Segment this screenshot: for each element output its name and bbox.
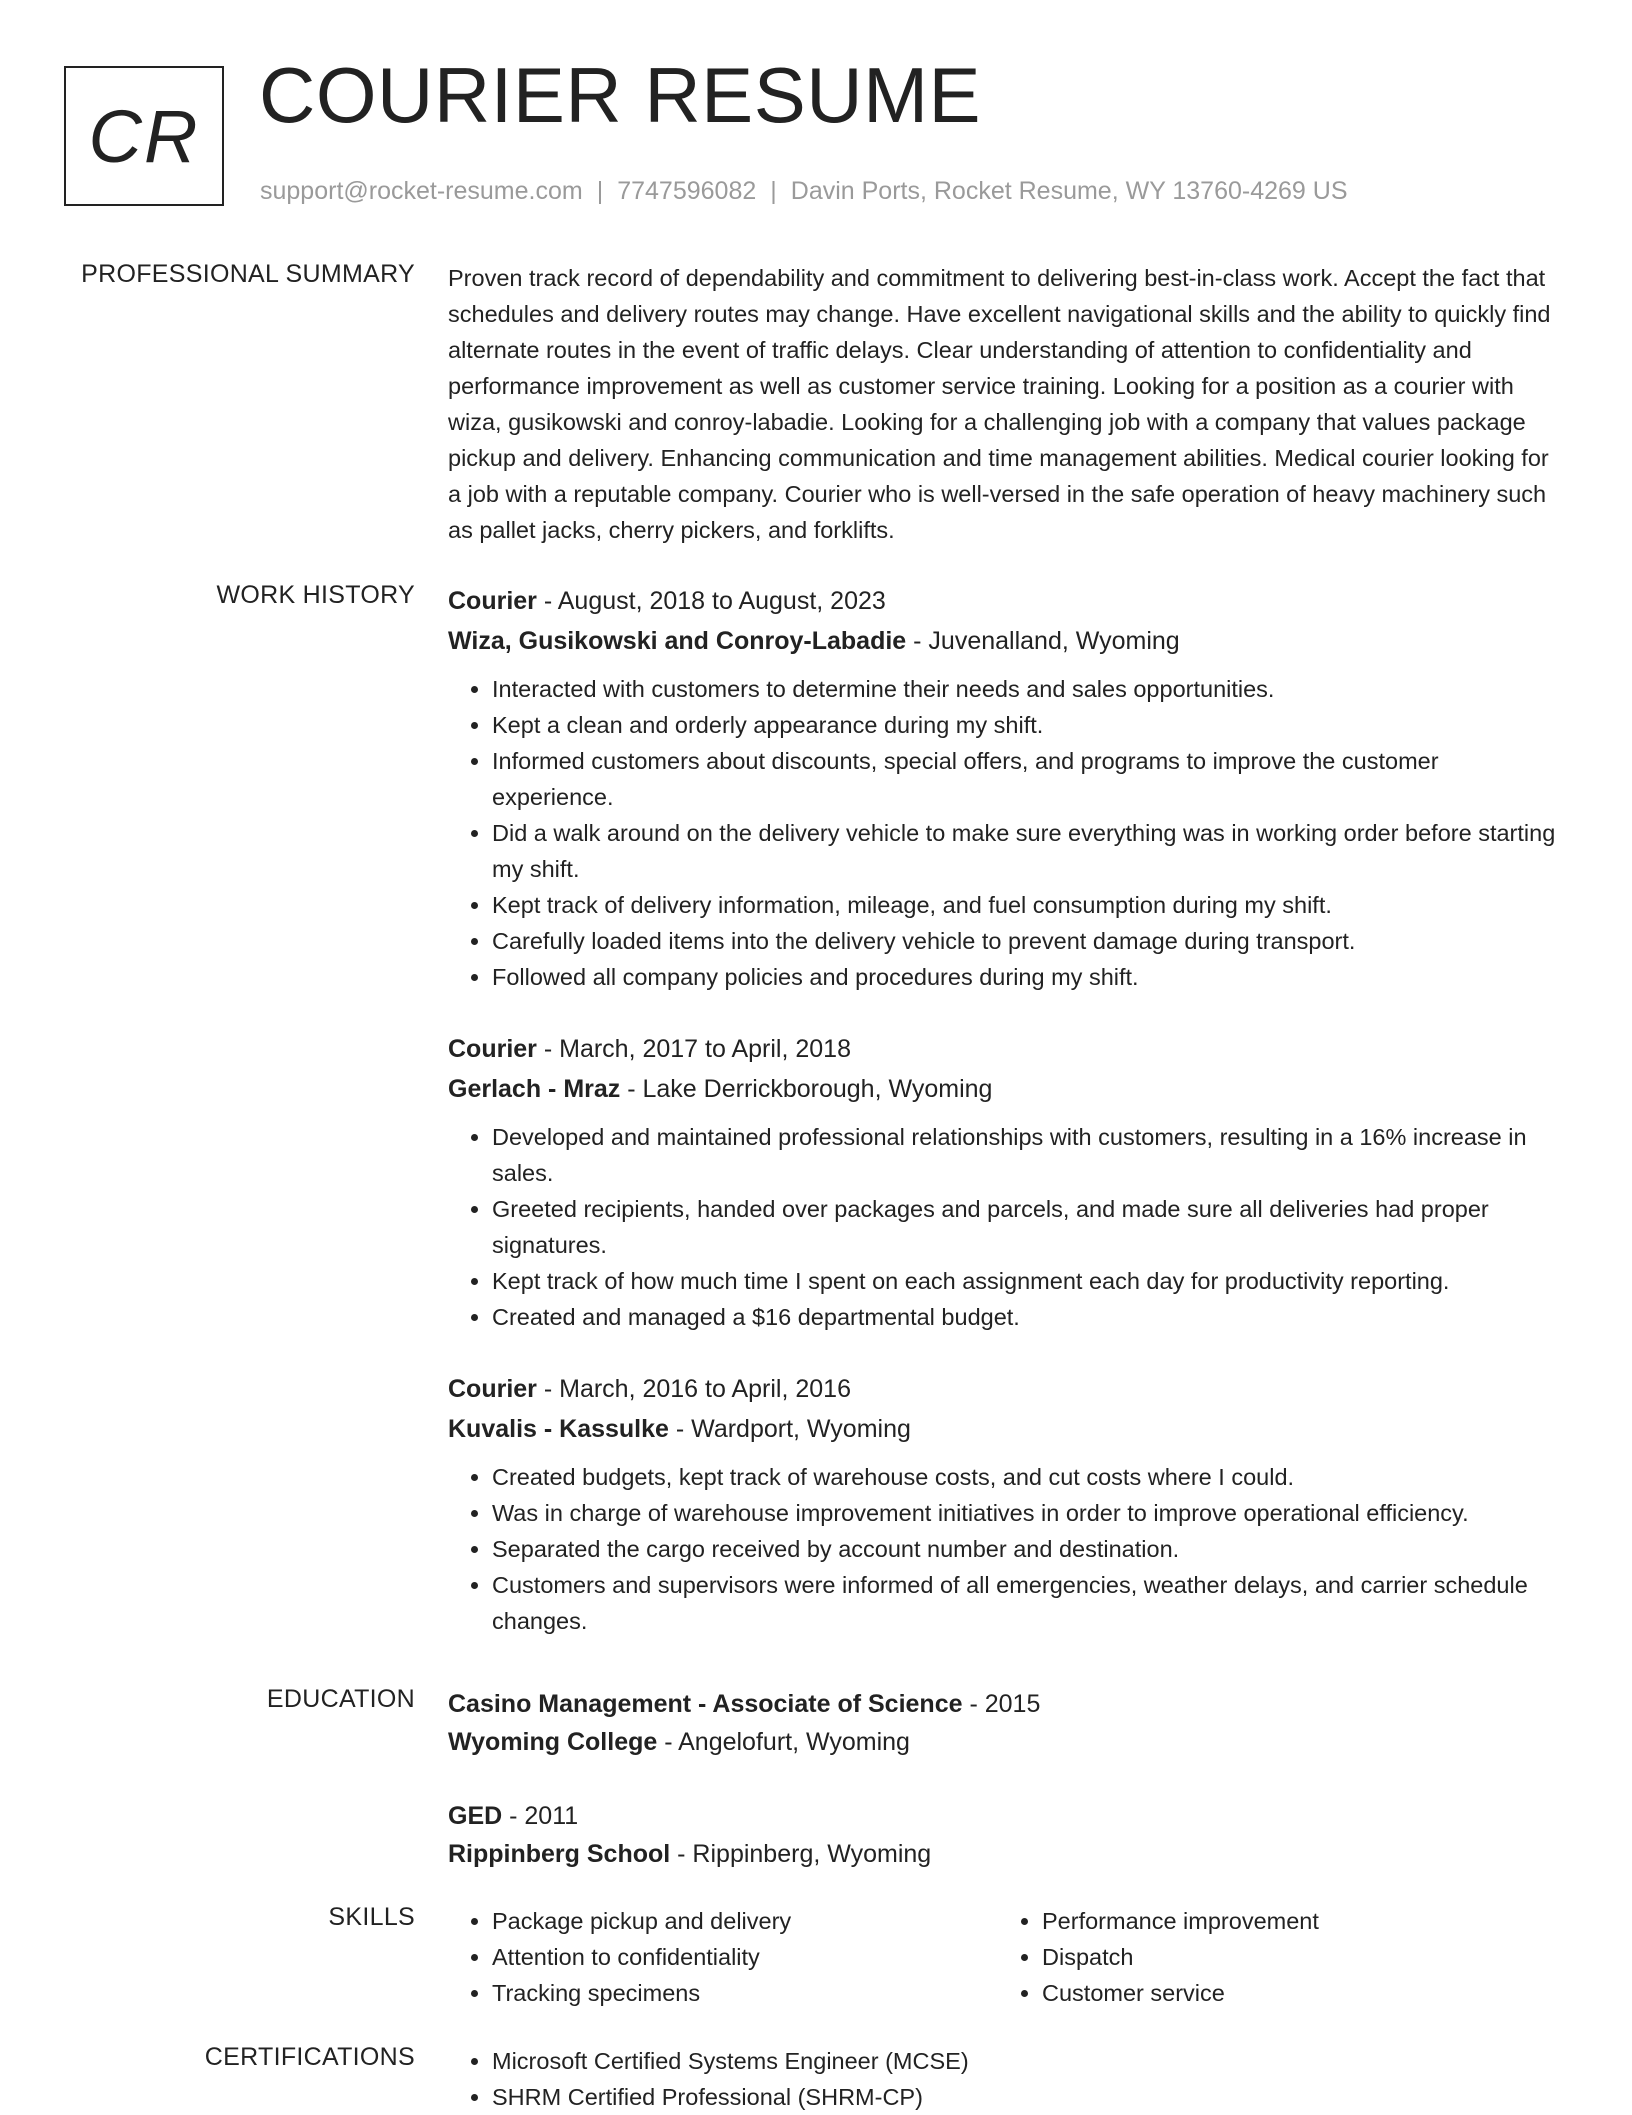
education-school: Wyoming College [448,1728,658,1756]
job-bullet: • Was in charge of warehouse improvement initiatives in order to improve operational efficiency. [492,1495,1564,1531]
job-title-line [448,581,1564,621]
education-school-line [448,1835,1564,1873]
job-bullets [448,1119,1564,1335]
job-dates: - March, 2017 to April, 2018 [536,1035,851,1063]
job-title-line [448,1029,1564,1069]
job-bullet: • Kept a clean and orderly appearance during my shift. [492,707,1564,743]
section-title: CERTIFICATIONS [204,2043,415,2071]
education-year: - 2011 [502,1802,579,1830]
summary-text: Proven track record of dependability and commitment to delivering best-in-class work. Accept the fact that schedules and delivery routes may change. Have excellent navigational skills and the ability to quickly find alternate routes in the event of traffic delays. Clear understanding of attention to confidentiality and performance improvement as well as customer service training. Looking for a position as a courier with wiza, gusikowski and conroy-labadie. Looking for a challenging job with a company that values package pickup and delivery. Enhancing communication and time management abilities. Medical courier looking for a job with a reputable company. Courier who is well-versed in the safe operation of heavy machinery such as pallet jacks, cherry pickers, and forklifts. [448,265,1551,543]
education-degree-line [448,1685,1564,1723]
education-list [448,1685,1564,1909]
skill-item: • Dispatch [1042,1939,1548,1975]
job-bullet: • Created and managed a $16 departmental budget. [492,1299,1564,1335]
section-title: PROFESSIONAL SUMMARY [81,260,415,288]
job-company: Kuvalis - Kassulke [448,1415,669,1443]
job-company: Gerlach - Mraz [448,1075,621,1103]
education-location: - Rippinberg, Wyoming [670,1840,932,1868]
education-location: - Angelofurt, Wyoming [657,1728,910,1756]
monogram-logo: CR [64,66,224,206]
job-bullet: • Created budgets, kept track of warehouse costs, and cut costs where I could. [492,1459,1564,1495]
contact-email[interactable]: support@rocket-resume.com [260,177,583,205]
skill-item: • Tracking specimens [492,1975,998,2011]
certifications-list [448,2043,1564,2115]
job-location: - Wardport, Wyoming [668,1415,911,1443]
job-bullet: • Followed all company policies and procedures during my shift. [492,959,1564,995]
job-location: - Lake Derrickborough, Wyoming [620,1075,993,1103]
job-bullets [448,671,1564,995]
job-bullet: • Kept track of delivery information, mileage, and fuel consumption during my shift. [492,887,1564,923]
job-bullet: • Interacted with customers to determine their needs and sales opportunities. [492,671,1564,707]
job-role: Courier [448,1035,537,1063]
job-bullet: • Kept track of how much time I spent on each assignment each day for productivity reporting. [492,1263,1564,1299]
job-location: - Juvenalland, Wyoming [906,627,1180,655]
job-company-line [448,621,1564,661]
education-school: Rippinberg School [448,1840,671,1868]
certification-item: • SHRM Certified Professional (SHRM-CP) [492,2079,1564,2115]
skill-item: • Attention to confidentiality [492,1939,998,1975]
jobs-list [448,581,1564,1673]
education-degree: Casino Management - Associate of Science [448,1690,963,1718]
contact-separator: | [770,177,777,205]
skill-item: • Package pickup and delivery [492,1903,998,1939]
skill-item: • Performance improvement [1042,1903,1548,1939]
job-company-line [448,1069,1564,1109]
job-entry [448,1369,1564,1639]
education-school-line [448,1723,1564,1761]
job-bullet: • Informed customers about discounts, special offers, and programs to improve the customer experience. [492,743,1564,815]
job-dates: - August, 2018 to August, 2023 [536,587,886,615]
job-bullet: • Customers and supervisors were informed of all emergencies, weather delays, and carrier schedule changes. [492,1567,1564,1639]
resume-title: COURIER RESUME [259,51,982,139]
job-title-line [448,1369,1564,1409]
section-title: SKILLS [328,1903,415,1931]
job-bullet: • Greeted recipients, handed over packages and parcels, and made sure all deliveries had proper signatures. [492,1191,1564,1263]
job-bullet: • Carefully loaded items into the delivery vehicle to prevent damage during transport. [492,923,1564,959]
education-year: - 2015 [962,1690,1041,1718]
contact-line [260,177,1348,206]
education-degree: GED [448,1802,503,1830]
skills-column [998,1903,1548,2011]
contact-separator: | [596,177,604,205]
job-dates: - March, 2016 to April, 2016 [536,1375,851,1403]
certification-item: • Microsoft Certified Systems Engineer (MCSE) [492,2043,1564,2079]
job-entry [448,581,1564,995]
job-bullet: • Separated the cargo received by account number and destination. [492,1531,1564,1567]
job-entry [448,1029,1564,1335]
contact-phone[interactable]: 7747596082 [617,177,757,205]
job-bullet: • Developed and maintained professional relationships with customers, resulting in a 16% increase in sales. [492,1119,1564,1191]
contact-address: Davin Ports, Rocket Resume, WY 13760-4269 US [790,177,1348,205]
job-role: Courier [448,587,537,615]
skill-item: • Customer service [1042,1975,1548,2011]
job-company: Wiza, Gusikowski and Conroy-Labadie [448,627,907,655]
section-title: WORK HISTORY [216,581,415,609]
education-degree-line [448,1797,1564,1835]
job-bullet: • Did a walk around on the delivery vehicle to make sure everything was in working order before starting my shift. [492,815,1564,887]
job-role: Courier [448,1375,537,1403]
education-entry [448,1685,1564,1761]
section-title: EDUCATION [266,1685,415,1713]
skills-column [448,1903,998,2011]
education-entry [448,1797,1564,1873]
skills-grid [448,1903,1564,2011]
job-company-line [448,1409,1564,1449]
job-bullets [448,1459,1564,1639]
